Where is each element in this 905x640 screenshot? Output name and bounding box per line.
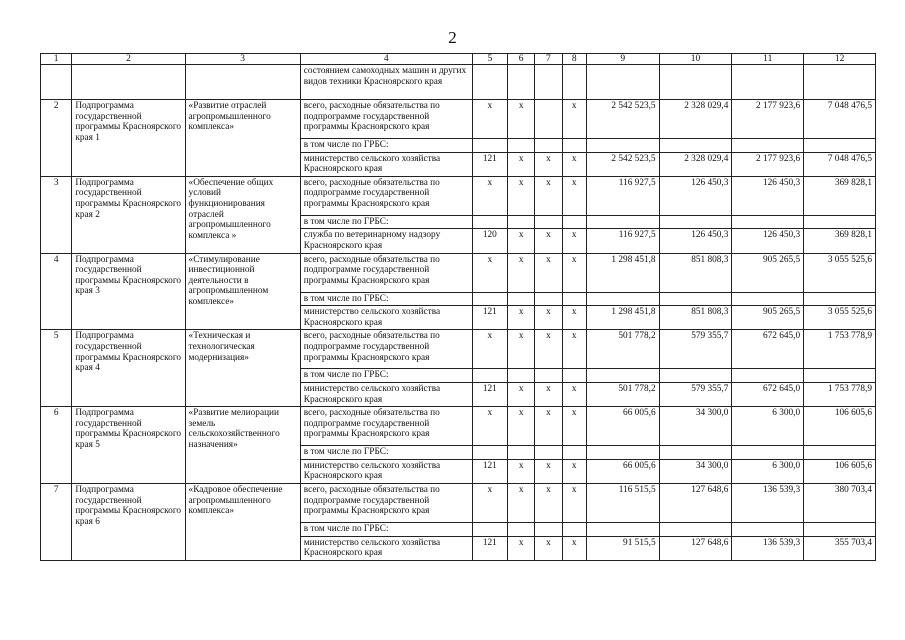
cell-col-6: x — [508, 330, 535, 369]
row-index: 6 — [41, 407, 72, 484]
incl-cell — [472, 139, 507, 153]
incl-cell — [535, 292, 562, 306]
cell-col-11: 6 300,0 — [732, 407, 804, 446]
incl-cell — [586, 369, 659, 383]
program-name: Подпрограмма государственной программы Красноярского края 6 — [72, 483, 185, 560]
carry-over-cell-11 — [732, 65, 804, 100]
incl-cell — [586, 139, 659, 153]
incl-cell — [472, 446, 507, 460]
grbs-label: министерство сельского хозяйства Красноярского края — [300, 459, 472, 483]
incl-cell — [586, 446, 659, 460]
cell-col-5: x — [472, 253, 507, 292]
total-label: всего, расходные обязательства по подпрограмме государственной программы Красноярского края — [300, 100, 472, 139]
carry-over-cell-8 — [562, 65, 586, 100]
cell-col-9: 66 005,6 — [586, 407, 659, 446]
cell-col-5: x — [472, 407, 507, 446]
cell-col-10: 579 355,7 — [659, 330, 732, 369]
cell-col-11: 136 539,3 — [732, 536, 804, 560]
cell-col-6: x — [508, 382, 535, 406]
carry-over-row — [41, 65, 876, 100]
cell-col-6: x — [508, 306, 535, 330]
incl-cell — [508, 215, 535, 229]
cell-col-7 — [535, 100, 562, 139]
incl-cell — [659, 215, 732, 229]
cell-col-8: x — [562, 382, 586, 406]
incl-cell — [659, 446, 732, 460]
incl-cell — [586, 215, 659, 229]
subprogram-name: «Стимулирование инвестиционной деятельности в агропромышленном комплексе» — [185, 253, 300, 330]
incl-cell — [535, 369, 562, 383]
grbs-label: министерство сельского хозяйства Красноярского края — [300, 152, 472, 176]
incl-cell — [535, 215, 562, 229]
cell-col-6: x — [508, 253, 535, 292]
incl-cell — [732, 215, 804, 229]
incl-cell — [562, 522, 586, 536]
incl-cell — [562, 139, 586, 153]
column-header-4: 4 — [300, 54, 472, 65]
cell-col-10: 2 328 029,4 — [659, 152, 732, 176]
subprogram-name: «Развитие отраслей агропромышленного комплекса» — [185, 100, 300, 177]
subprogram-name: «Обеспечение общих условий функционирования отраслей агропромышленного комплекса » — [185, 176, 300, 253]
cell-col-8: x — [562, 536, 586, 560]
cell-col-12: 380 703,4 — [804, 483, 876, 522]
cell-col-9: 116 927,5 — [586, 229, 659, 253]
carry-over-text: состоянием самоходных машин и других видов техники Красноярского края — [300, 65, 472, 100]
carry-over-cell-5 — [472, 65, 507, 100]
incl-cell — [732, 139, 804, 153]
cell-col-12: 369 828,1 — [804, 229, 876, 253]
cell-col-8: x — [562, 330, 586, 369]
cell-col-9: 501 778,2 — [586, 330, 659, 369]
cell-col-6: x — [508, 536, 535, 560]
incl-label: в том числе по ГРБС: — [300, 215, 472, 229]
cell-col-11: 126 450,3 — [732, 229, 804, 253]
incl-cell — [472, 215, 507, 229]
carry-over-cell-9 — [586, 65, 659, 100]
incl-cell — [535, 522, 562, 536]
cell-col-9: 1 298 451,8 — [586, 306, 659, 330]
cell-col-7: x — [535, 536, 562, 560]
column-header-12: 12 — [804, 54, 876, 65]
cell-col-10: 851 808,3 — [659, 306, 732, 330]
cell-col-11: 672 645,0 — [732, 382, 804, 406]
cell-col-11: 6 300,0 — [732, 459, 804, 483]
cell-col-7: x — [535, 253, 562, 292]
incl-cell — [472, 522, 507, 536]
column-header-8: 8 — [562, 54, 586, 65]
cell-col-10: 34 300,0 — [659, 407, 732, 446]
cell-col-10: 2 328 029,4 — [659, 100, 732, 139]
cell-col-11: 2 177 923,6 — [732, 100, 804, 139]
cell-col-8: x — [562, 100, 586, 139]
table-row-total — [41, 483, 876, 522]
cell-col-5: 120 — [472, 229, 507, 253]
cell-col-6: x — [508, 100, 535, 139]
incl-cell — [562, 292, 586, 306]
table-row-total — [41, 176, 876, 215]
incl-cell — [562, 215, 586, 229]
cell-col-11: 126 450,3 — [732, 176, 804, 215]
incl-cell — [472, 369, 507, 383]
cell-col-5: 121 — [472, 536, 507, 560]
subprogram-name: «Техническая и технологическая модернизация» — [185, 330, 300, 407]
cell-col-8: x — [562, 407, 586, 446]
cell-col-5: 121 — [472, 152, 507, 176]
incl-cell — [804, 292, 876, 306]
total-label: всего, расходные обязательства по подпрограмме государственной программы Красноярского края — [300, 330, 472, 369]
cell-col-5: x — [472, 100, 507, 139]
incl-cell — [508, 446, 535, 460]
incl-cell — [804, 369, 876, 383]
cell-col-5: 121 — [472, 306, 507, 330]
cell-col-10: 126 450,3 — [659, 176, 732, 215]
column-header-2: 2 — [72, 54, 185, 65]
cell-col-7: x — [535, 407, 562, 446]
incl-label: в том числе по ГРБС: — [300, 369, 472, 383]
cell-col-7: x — [535, 152, 562, 176]
column-header-5: 5 — [472, 54, 507, 65]
grbs-label: министерство сельского хозяйства Красноярского края — [300, 536, 472, 560]
cell-col-6: x — [508, 407, 535, 446]
incl-label: в том числе по ГРБС: — [300, 522, 472, 536]
incl-cell — [732, 292, 804, 306]
column-header-9: 9 — [586, 54, 659, 65]
row-index: 4 — [41, 253, 72, 330]
cell-col-12: 369 828,1 — [804, 176, 876, 215]
column-header-7: 7 — [535, 54, 562, 65]
cell-col-6: x — [508, 483, 535, 522]
cell-col-6: x — [508, 459, 535, 483]
incl-label: в том числе по ГРБС: — [300, 139, 472, 153]
cell-col-9: 501 778,2 — [586, 382, 659, 406]
table-row-total — [41, 100, 876, 139]
cell-col-12: 1 753 778,9 — [804, 382, 876, 406]
incl-cell — [732, 369, 804, 383]
grbs-label: министерство сельского хозяйства Красноярского края — [300, 306, 472, 330]
cell-col-9: 91 515,5 — [586, 536, 659, 560]
cell-col-10: 127 648,6 — [659, 536, 732, 560]
cell-col-10: 851 808,3 — [659, 253, 732, 292]
incl-cell — [804, 522, 876, 536]
cell-col-8: x — [562, 152, 586, 176]
incl-cell — [659, 292, 732, 306]
total-label: всего, расходные обязательства по подпрограмме государственной программы Красноярского края — [300, 483, 472, 522]
cell-col-11: 905 265,5 — [732, 306, 804, 330]
incl-cell — [508, 292, 535, 306]
cell-col-8: x — [562, 229, 586, 253]
column-header-3: 3 — [185, 54, 300, 65]
cell-col-8: x — [562, 459, 586, 483]
cell-col-8: x — [562, 176, 586, 215]
cell-col-9: 2 542 523,5 — [586, 100, 659, 139]
cell-col-11: 672 645,0 — [732, 330, 804, 369]
incl-cell — [586, 292, 659, 306]
subprogram-name: «Кадровое обеспечение агропромышленного комплекса» — [185, 483, 300, 560]
cell-col-9: 2 542 523,5 — [586, 152, 659, 176]
grbs-label: министерство сельского хозяйства Красноярского края — [300, 382, 472, 406]
total-label: всего, расходные обязательства по подпрограмме государственной программы Красноярского края — [300, 176, 472, 215]
incl-cell — [804, 215, 876, 229]
column-header-1: 1 — [41, 54, 72, 65]
cell-col-12: 355 703,4 — [804, 536, 876, 560]
column-header-10: 10 — [659, 54, 732, 65]
incl-cell — [562, 369, 586, 383]
incl-cell — [804, 446, 876, 460]
incl-cell — [804, 139, 876, 153]
cell-col-5: 121 — [472, 459, 507, 483]
page-number: 2 — [448, 28, 457, 47]
carry-over-cell-12 — [804, 65, 876, 100]
column-header-6: 6 — [508, 54, 535, 65]
incl-cell — [508, 369, 535, 383]
carry-over-cell-6 — [508, 65, 535, 100]
cell-col-12: 1 753 778,9 — [804, 330, 876, 369]
table-row-total — [41, 330, 876, 369]
cell-col-7: x — [535, 229, 562, 253]
cell-col-10: 34 300,0 — [659, 459, 732, 483]
program-name: Подпрограмма государственной программы Красноярского края 2 — [72, 176, 185, 253]
program-name: Подпрограмма государственной программы Красноярского края 3 — [72, 253, 185, 330]
cell-col-12: 7 048 476,5 — [804, 100, 876, 139]
carry-over-cell-10 — [659, 65, 732, 100]
program-name: Подпрограмма государственной программы Красноярского края 1 — [72, 100, 185, 177]
cell-col-9: 1 298 451,8 — [586, 253, 659, 292]
cell-col-5: 121 — [472, 382, 507, 406]
program-name: Подпрограмма государственной программы Красноярского края 4 — [72, 330, 185, 407]
incl-cell — [659, 139, 732, 153]
cell-col-11: 905 265,5 — [732, 253, 804, 292]
grbs-label: служба по ветеринарному надзору Красноярского края — [300, 229, 472, 253]
carry-over-cell-7 — [535, 65, 562, 100]
table-row-total — [41, 407, 876, 446]
incl-cell — [659, 522, 732, 536]
carry-over-cell-3 — [185, 65, 300, 100]
total-label: всего, расходные обязательства по подпрограмме государственной программы Красноярского края — [300, 253, 472, 292]
cell-col-8: x — [562, 253, 586, 292]
cell-col-9: 116 927,5 — [586, 176, 659, 215]
cell-col-9: 66 005,6 — [586, 459, 659, 483]
cell-col-12: 3 055 525,6 — [804, 306, 876, 330]
incl-label: в том числе по ГРБС: — [300, 292, 472, 306]
incl-cell — [732, 446, 804, 460]
carry-over-cell-2 — [72, 65, 185, 100]
cell-col-10: 126 450,3 — [659, 229, 732, 253]
cell-col-7: x — [535, 483, 562, 522]
cell-col-5: x — [472, 176, 507, 215]
header-row — [41, 54, 876, 65]
row-index: 5 — [41, 330, 72, 407]
incl-cell — [472, 292, 507, 306]
cell-col-5: x — [472, 483, 507, 522]
row-index: 7 — [41, 483, 72, 560]
cell-col-8: x — [562, 483, 586, 522]
incl-cell — [535, 446, 562, 460]
incl-cell — [508, 522, 535, 536]
incl-cell — [586, 522, 659, 536]
table-row-total — [41, 253, 876, 292]
incl-cell — [659, 369, 732, 383]
cell-col-12: 7 048 476,5 — [804, 152, 876, 176]
cell-col-6: x — [508, 176, 535, 215]
row-index: 3 — [41, 176, 72, 253]
cell-col-9: 116 515,5 — [586, 483, 659, 522]
cell-col-7: x — [535, 176, 562, 215]
cell-col-12: 106 605,6 — [804, 407, 876, 446]
row-index: 2 — [41, 100, 72, 177]
cell-col-7: x — [535, 306, 562, 330]
budget-table — [40, 53, 876, 561]
incl-cell — [562, 446, 586, 460]
cell-col-10: 579 355,7 — [659, 382, 732, 406]
subprogram-name: «Развитие мелиорации земель сельскохозяйственного назначения» — [185, 407, 300, 484]
cell-col-11: 136 539,3 — [732, 483, 804, 522]
incl-cell — [535, 139, 562, 153]
cell-col-6: x — [508, 152, 535, 176]
cell-col-10: 127 648,6 — [659, 483, 732, 522]
incl-label: в том числе по ГРБС: — [300, 446, 472, 460]
cell-col-5: x — [472, 330, 507, 369]
cell-col-8: x — [562, 306, 586, 330]
incl-cell — [732, 522, 804, 536]
cell-col-6: x — [508, 229, 535, 253]
cell-col-7: x — [535, 330, 562, 369]
total-label: всего, расходные обязательства по подпрограмме государственной программы Красноярского края — [300, 407, 472, 446]
cell-col-7: x — [535, 459, 562, 483]
cell-col-12: 106 605,6 — [804, 459, 876, 483]
carry-over-cell-1 — [41, 65, 72, 100]
column-header-11: 11 — [732, 54, 804, 65]
cell-col-12: 3 055 525,6 — [804, 253, 876, 292]
cell-col-11: 2 177 923,6 — [732, 152, 804, 176]
program-name: Подпрограмма государственной программы Красноярского края 5 — [72, 407, 185, 484]
incl-cell — [508, 139, 535, 153]
cell-col-7: x — [535, 382, 562, 406]
